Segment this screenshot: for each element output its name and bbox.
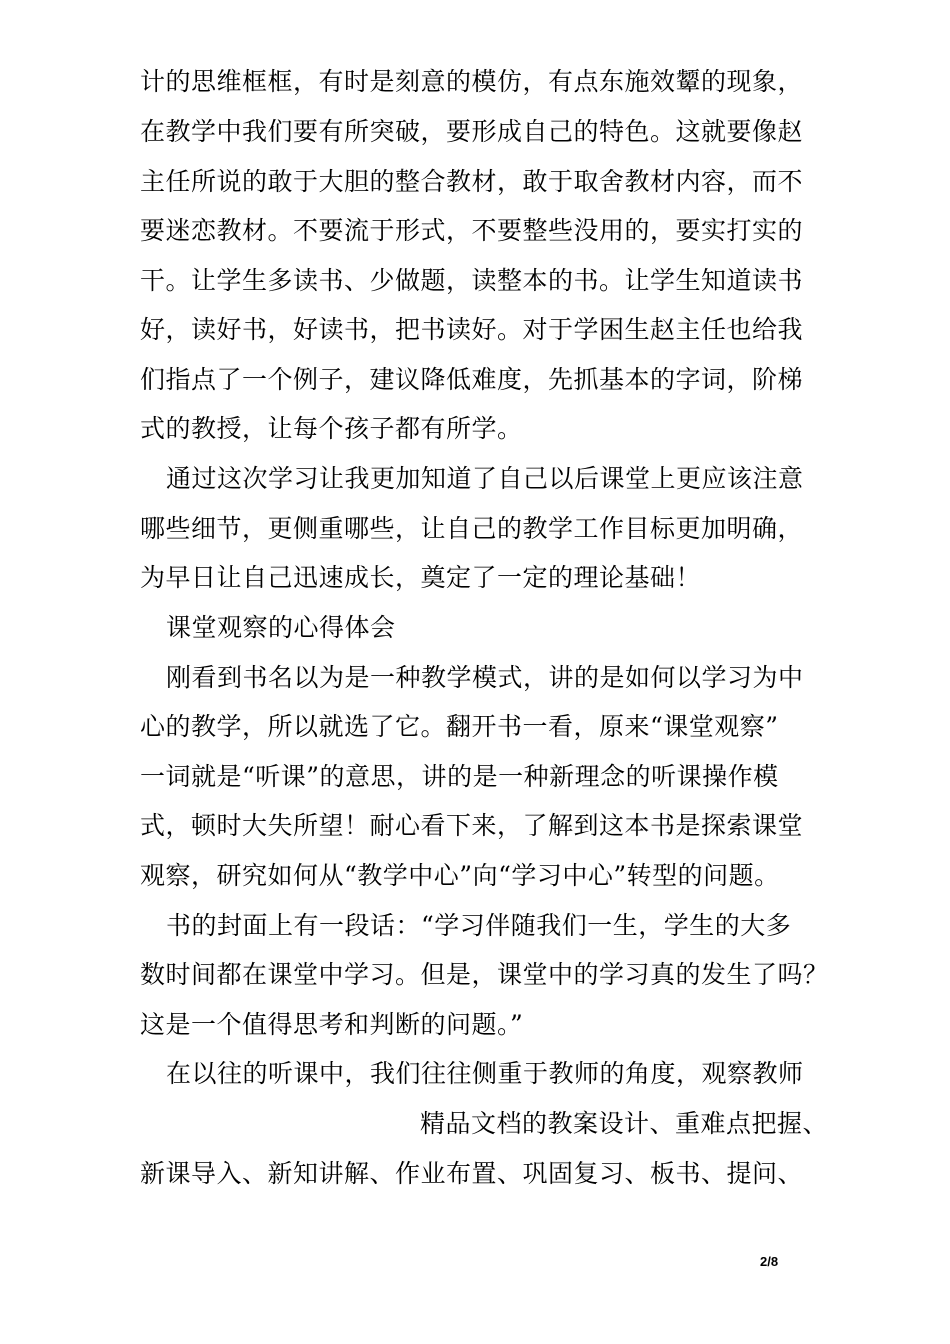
text-line: 干。让学生多读书、少做题，读整本的书。让学生知道读书 (140, 266, 804, 295)
page-number: 2/8 (760, 1254, 779, 1269)
text-line: 心的教学，所以就选了它。翻开书一看，原来“课堂观察” (140, 712, 779, 741)
text-line: 新课导入、新知讲解、作业布置、巩固复习、板书、提问、 (140, 1159, 804, 1188)
text-line: 在教学中我们要有所突破，要形成自己的特色。这就要像赵 (140, 117, 804, 146)
paragraph-start-line: 书的封面上有一段话：“学习伴随我们一生，学生的大多 (166, 911, 792, 940)
text-line: 哪些细节，更侧重哪些，让自己的教学工作目标更加明确， (140, 514, 804, 543)
paragraph-start-line: 在以往的听课中，我们往往侧重于教师的角度，观察教师 (166, 1059, 804, 1088)
text-line: 计的思维框框，有时是刻意的模仿，有点东施效颦的现象， (140, 67, 804, 96)
text-line: 为早日让自己迅速成长，奠定了一定的理论基础！ (140, 563, 702, 592)
text-line-fragment: 精品文档的教案设计、重难点把握、 (420, 1109, 829, 1138)
text-line: 式，顿时大失所望！耐心看下来，了解到这本书是探索课堂 (140, 811, 804, 840)
section-heading: 课堂观察的心得体会 (166, 613, 396, 642)
text-line: 数时间都在课堂中学习。但是，课堂中的学习真的发生了吗？ (140, 960, 829, 989)
text-line: 好，读好书，好读书，把书读好。对于学困生赵主任也给我 (140, 315, 804, 344)
text-line: 观察，研究如何从“教学中心”向“学习中心”转型的问题。 (140, 861, 780, 890)
text-line: 要迷恋教材。不要流于形式，不要整些没用的，要实打实的 (140, 216, 804, 245)
text-line: 式的教授，让每个孩子都有所学。 (140, 414, 523, 443)
text-line: 这是一个值得思考和判断的问题。” (140, 1010, 524, 1039)
paragraph-start-line: 通过这次学习让我更加知道了自己以后课堂上更应该注意 (166, 464, 804, 493)
text-line: 们指点了一个例子，建议降低难度，先抓基本的字词，阶梯 (140, 365, 804, 394)
text-line: 主任所说的敢于大胆的整合教材，敢于取舍教材内容，而不 (140, 167, 804, 196)
paragraph-start-line: 刚看到书名以为是一种教学模式，讲的是如何以学习为中 (166, 663, 804, 692)
text-line: 一词就是“听课”的意思，讲的是一种新理念的听课操作模 (140, 762, 779, 791)
